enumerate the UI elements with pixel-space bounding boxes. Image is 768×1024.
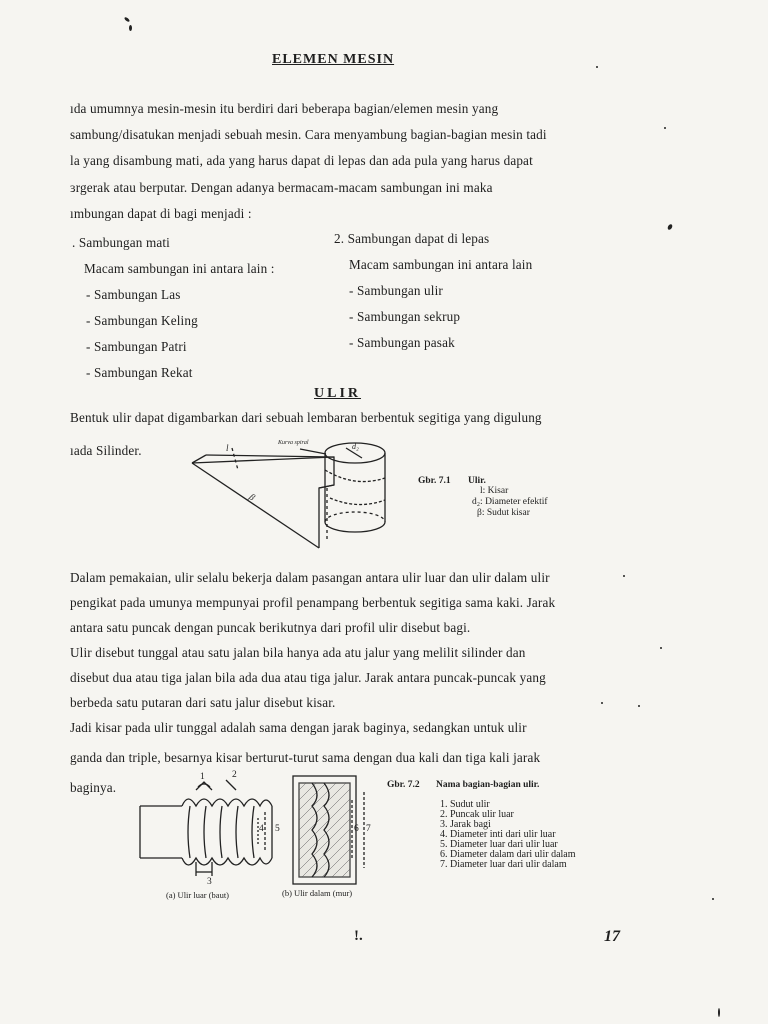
fig72-sub-b: (b) Ulir dalam (mur) [282,888,353,898]
body-line: Dalam pemakaian, ulir selalu bekerja dalam pasangan antara ulir luar dan ulir dalam ulir [70,570,550,585]
ulir-intro-line: ıada Silinder. [70,443,142,458]
list-item: - Sambungan Las [86,287,181,302]
fig72-legend-item: 7. Diameter luar dari ulir dalam [440,859,567,870]
list-heading-left: . Sambungan mati [72,235,170,250]
fig71-beta-label: β [247,491,257,503]
fig71-caption-line: d₂: Diameter efektif [472,497,548,507]
fig72-legend-item: 3. Jarak bagi [440,819,491,830]
section-heading-ulir: ULIR [314,386,362,401]
intro-line: ɜrgerak atau berputar. Dengan adanya bermacam-macam sambungan ini maka [70,180,493,195]
body-line: ganda dan triple, besarnya kisar berturut-turut sama dengan dua kali dan tiga kali jarak [70,750,541,765]
list-heading-right: 2. Sambungan dapat di lepas [334,231,490,246]
scan-speck [623,575,625,577]
scan-speck [596,66,598,68]
fig72-num-7: 7 [366,824,371,834]
fig71-caption-number: Gbr. 7.1 [418,476,451,486]
intro-line: sambung/disatukan menjadi sebuah mesin. Cara menyambung bagian-bagian mesin tadi [70,127,547,142]
body-line: berbeda satu putaran dari satu jalur disebut kisar. [70,695,336,710]
fig72-sub-a: (a) Ulir luar (baut) [166,890,230,900]
fig72-num-5: 5 [275,824,280,834]
fig72-legend-item: 1. Sudut ulir [440,799,490,810]
fig72-num-1: 1 [200,772,205,782]
fig72-legend-item: 5. Diameter luar dari ulir luar [440,839,558,850]
body-line: Jadi kisar pada ulir tunggal adalah sama dengan jarak baginya, sedangkan untuk ulir [70,720,527,735]
scan-speck [712,898,714,900]
scan-speck [660,647,662,649]
list-item: - Sambungan ulir [349,283,443,298]
list-sub-right: Macam sambungan ini antara lain [349,257,533,272]
fig71-kurva-label: Kurva spiral [278,440,309,446]
body-line: baginya. [70,780,117,795]
fig71-d-label: d₂ [352,442,359,451]
list-item: - Sambungan sekrup [349,309,461,324]
fig72-caption-title: Nama bagian-bagian ulir. [436,780,540,790]
list-sub-left: Macam sambungan ini antara lain : [84,261,275,276]
fig72-legend-item: 2. Puncak ulir luar [440,809,514,820]
fig71-caption-title: Ulir. [468,476,486,486]
fig71-l-label: l [226,443,229,453]
list-item: - Sambungan pasak [349,335,455,350]
scan-speck [638,705,640,707]
body-line: Ulir disebut tunggal atau satu jalan bila hanya ada atu jalur yang melilit silinder dan [70,645,526,660]
scan-speck [664,127,666,129]
list-item: - Sambungan Rekat [86,365,193,380]
list-item: - Sambungan Keling [86,313,198,328]
page-number: 17 [604,928,620,945]
scan-speck [718,1008,720,1017]
fig71-caption-line: β: Sudut kisar [477,508,530,518]
body-line: antara satu puncak dengan puncak berikutnya dari profil ulir disebut bagi. [70,620,471,635]
fig72-legend-item: 6. Diameter dalam dari ulir dalam [440,849,576,860]
intro-line: ımbungan dapat di bagi menjadi : [70,206,252,221]
footer-mark: !. [354,928,363,944]
fig72-num-3: 3 [207,877,212,887]
ulir-intro-line: Bentuk ulir dapat digambarkan dari sebuah lembaran berbentuk segitiga yang digulung [70,410,542,425]
intro-line: la yang disambung mati, ada yang harus dapat di lepas dan ada pula yang harus dapat [70,153,533,168]
intro-line: ıda umumnya mesin-mesin itu berdiri dari beberapa bagian/elemen mesin yang [70,101,499,116]
scan-speck [129,25,132,31]
list-item: - Sambungan Patri [86,339,187,354]
body-line: disebut dua atau tiga jalan bila ada dua atau tiga jalur. Jarak antara puncak-puncak yang [70,670,546,685]
page-title: ELEMEN MESIN [272,52,395,67]
fig72-num-6: 6 [354,824,359,834]
fig72-caption-number: Gbr. 7.2 [387,780,420,790]
scan-speck [601,702,603,704]
fig71-caption-line: l: Kisar [480,486,509,496]
fig72-num-2: 2 [232,770,237,780]
fig72-num-4: 4 [259,824,264,834]
body-line: pengikat pada umunya mempunyai profil penampang berbentuk segitiga sama kaki. Jarak [70,595,556,610]
fig72-legend-item: 4. Diameter inti dari ulir luar [440,829,556,840]
